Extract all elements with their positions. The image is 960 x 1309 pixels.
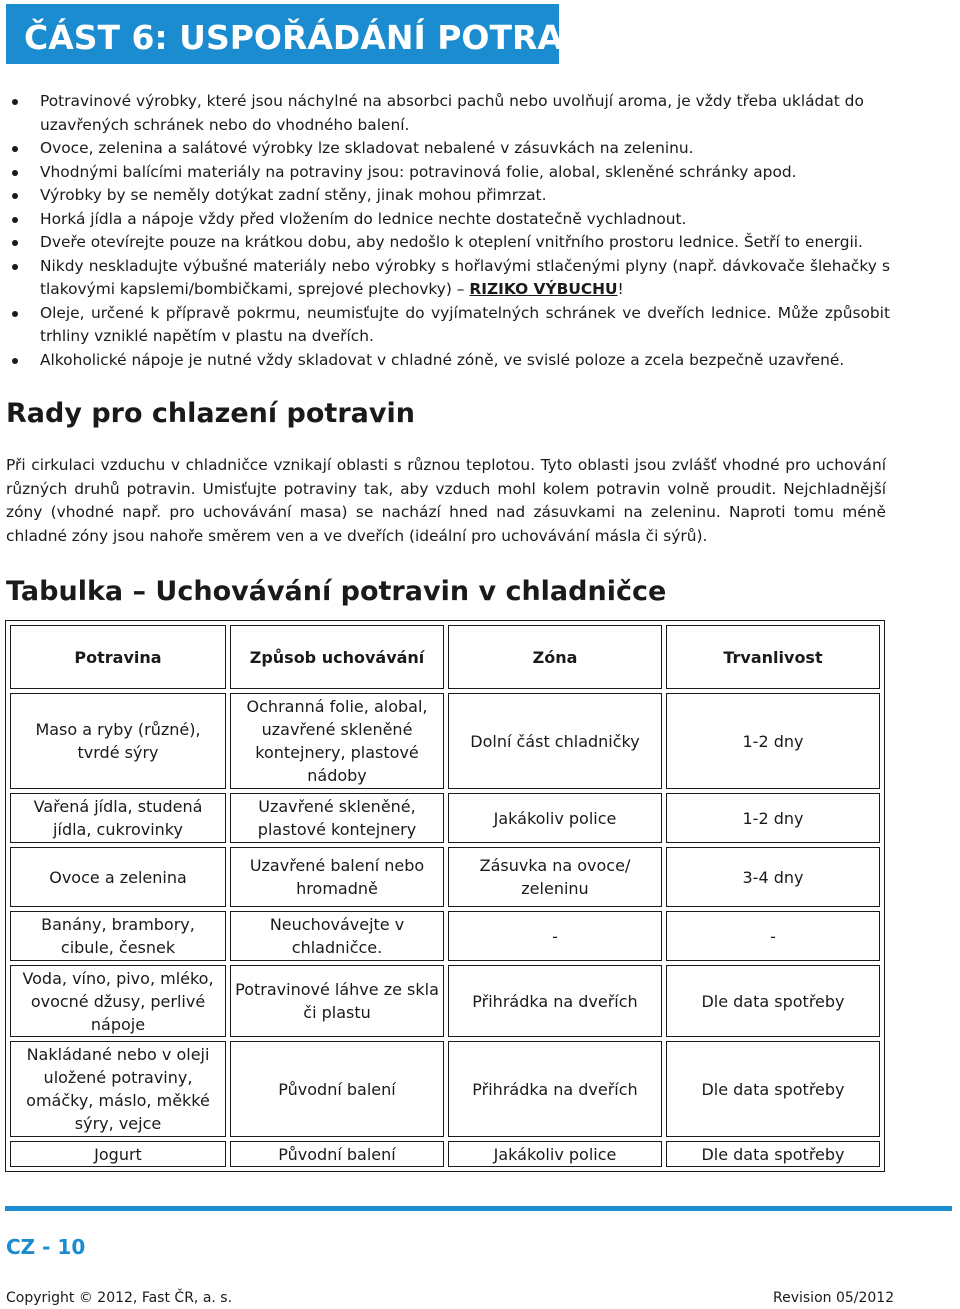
list-item-explosive-warning [10, 255, 890, 302]
table-cell: - [666, 911, 880, 961]
table-row [10, 793, 880, 843]
list-item: Dveře otevírejte pouze na krátkou dobu, aby nedošlo k oteplení vnitřního prostoru lednice. Šetří to energii. [10, 231, 890, 255]
list-item: Oleje, určené k přípravě pokrmu, neumisťujte do vyjímatelných schránek ve dveřích lednice. Může způsobit trhliny vzniklé napětím v plastu na dveřích. [10, 302, 890, 349]
list-item: Horká jídla a nápoje vždy před vložením do lednice nechte dostatečně vychladnout. [10, 208, 890, 232]
table-cell: Neuchovávejte v chladničce. [230, 911, 444, 961]
table-cell: Uzavřené skleněné, plastové kontejnery [230, 793, 444, 843]
table-row [10, 1041, 880, 1137]
table-row [10, 693, 880, 789]
table-cell: Jakákoliv police [448, 793, 662, 843]
revision-text: Revision 05/2012 [773, 1290, 895, 1306]
table-cell: Dolní část chladničky [448, 693, 662, 789]
explosion-risk-warning: RIZIKO VÝBUCHU [469, 280, 618, 298]
list-item: Výrobky by se neměly dotýkat zadní stěny, jinak mohou přimrzat. [10, 184, 890, 208]
list-item: Vhodnými balícími materiály na potraviny jsou: potravinová folie, alobal, skleněné schránky apod. [10, 161, 890, 185]
table-cell: Dle data spotřeby [666, 1041, 880, 1137]
food-storage-table [5, 620, 885, 1172]
table-cell: Maso a ryby (různé), tvrdé sýry [10, 693, 226, 789]
header-zone: Zóna [448, 625, 662, 689]
table-cell: Jakákoliv police [448, 1141, 662, 1167]
table-cell: Dle data spotřeby [666, 1141, 880, 1167]
tips-heading: Rady pro chlazení potravin [6, 398, 415, 429]
storage-rules-list [10, 90, 890, 372]
explosive-text: Nikdy neskladujte výbušné materiály nebo výrobky s hořlavými stlačenými plyny (např. dávkovače šlehačky s tlakovými kapslemi/bombičkami, sprejové plechovky) – [40, 256, 890, 298]
table-cell: Dle data spotřeby [666, 965, 880, 1037]
table-cell: Zásuvka na ovoce/ zeleninu [448, 847, 662, 907]
table-cell: Jogurt [10, 1141, 226, 1167]
table-row [10, 1141, 880, 1167]
footer-divider [5, 1206, 952, 1211]
table-cell: Původní balení [230, 1141, 444, 1167]
table-cell: Ovoce a zelenina [10, 847, 226, 907]
table-cell: Ochranná folie, alobal, uzavřené skleněné kontejnery, plastové nádoby [230, 693, 444, 789]
table-cell: 1-2 dny [666, 693, 880, 789]
table-row [10, 847, 880, 907]
table-cell: Přihrádka na dveřích [448, 1041, 662, 1137]
table-cell: Voda, víno, pivo, mléko, ovocné džusy, perlivé nápoje [10, 965, 226, 1037]
page-number: CZ - 10 [6, 1235, 86, 1259]
table-cell: Nakládané nebo v oleji uložené potraviny, omáčky, máslo, měkké sýry, vejce [10, 1041, 226, 1137]
table-row [10, 965, 880, 1037]
header-food: Potravina [10, 625, 226, 689]
header-storage-method: Způsob uchovávání [230, 625, 444, 689]
table-cell: Uzavřené balení nebo hromadně [230, 847, 444, 907]
table-cell: Přihrádka na dveřích [448, 965, 662, 1037]
table-header-row [10, 625, 880, 689]
table-row [10, 911, 880, 961]
section-header-bar [6, 4, 627, 64]
table-cell: - [448, 911, 662, 961]
list-item: Ovoce, zelenina a salátové výrobky lze skladovat nebalené v zásuvkách na zeleninu. [10, 137, 890, 161]
table-cell: Potravinové láhve ze skla či plastu [230, 965, 444, 1037]
explosive-end: ! [617, 280, 624, 298]
tips-paragraph: Při cirkulaci vzduchu v chladničce vznikají oblasti s různou teplotou. Tyto oblasti jsou zvlášť vhodné pro uchování různých druhů potravin. Umisťujte potraviny tak, aby vzduch mohl kolem potravin volně proudit. Nejchladnější zóny (vhodné např. pro uchovávání masa) se nachází hned nad zásuvkami na zeleninu. Naproti tomu méně chladné zóny jsou nahoře směrem ven a ve dveřích (ideální pro uchovávání másla či sýrů). [6, 456, 886, 545]
table-heading: Tabulka – Uchovávání potravin v chladničce [6, 576, 667, 607]
table-cell: Vařená jídla, studená jídla, cukrovinky [10, 793, 226, 843]
header-shelf-life: Trvanlivost [666, 625, 880, 689]
page-title: ČÁST 6: USPOŘÁDÁNÍ POTRAVIN [24, 18, 627, 57]
list-item: Alkoholické nápoje je nutné vždy skladovat v chladné zóně, ve svislé poloze a zcela bezpečně uzavřené. [10, 349, 890, 373]
list-item: Potravinové výrobky, které jsou náchylné na absorbci pachů nebo uvolňují aroma, je vždy třeba ukládat do uzavřených schránek nebo do vhodného balení. [10, 90, 890, 137]
table-cell: Banány, brambory, cibule, česnek [10, 911, 226, 961]
copyright-text: Copyright © 2012, Fast ČR, a. s. [6, 1290, 233, 1306]
table-cell: 1-2 dny [666, 793, 880, 843]
table-cell: Původní balení [230, 1041, 444, 1137]
table-cell: 3-4 dny [666, 847, 880, 907]
